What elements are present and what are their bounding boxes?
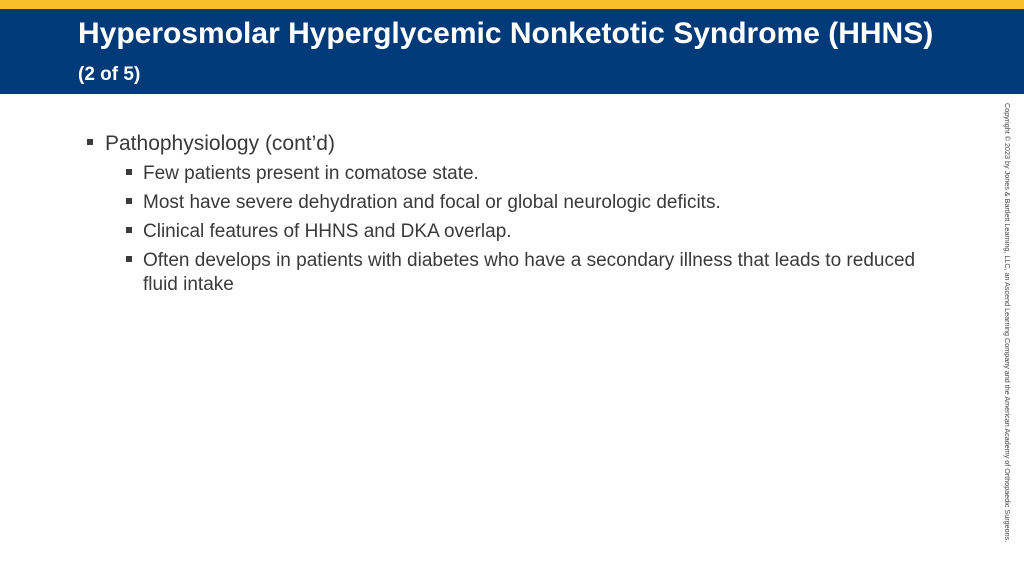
bullet-level2	[124, 249, 943, 297]
bullet-level2-text: Clinical features of HHNS and DKA overlap.	[143, 221, 512, 242]
slide-title	[78, 15, 958, 93]
bullet-level2	[124, 191, 943, 215]
slide-title-main: Hyperosmolar Hyperglycemic Nonketotic Syndrome (HHNS)	[78, 17, 934, 50]
square-bullet-icon	[87, 139, 93, 145]
bullet-level1	[86, 130, 966, 158]
bullet-level2-text: Few patients present in comatose state.	[143, 163, 479, 184]
bullet-level2-text: Most have severe dehydration and focal or global neurologic deficits.	[143, 192, 721, 213]
copyright-notice: Copyright © 2023 by Jones & Bartlett Learning, LLC, an Ascend Learning Company and the American Academy of Orthopaedic Surgeons.	[1003, 103, 1012, 543]
square-bullet-icon	[126, 256, 132, 262]
bullet-level1-text: Pathophysiology (cont’d)	[105, 132, 335, 155]
square-bullet-icon	[126, 198, 132, 204]
bullet-level2	[124, 220, 943, 244]
square-bullet-icon	[126, 227, 132, 233]
bullet-level2-text: Often develops in patients with diabetes who have a secondary illness that leads to reduced fluid intake	[143, 250, 916, 295]
square-bullet-icon	[126, 169, 132, 175]
slide-content	[86, 130, 966, 302]
slide-title-sub: (2 of 5)	[78, 64, 141, 85]
bullet-level2	[124, 162, 943, 186]
accent-stripe	[0, 0, 1024, 9]
